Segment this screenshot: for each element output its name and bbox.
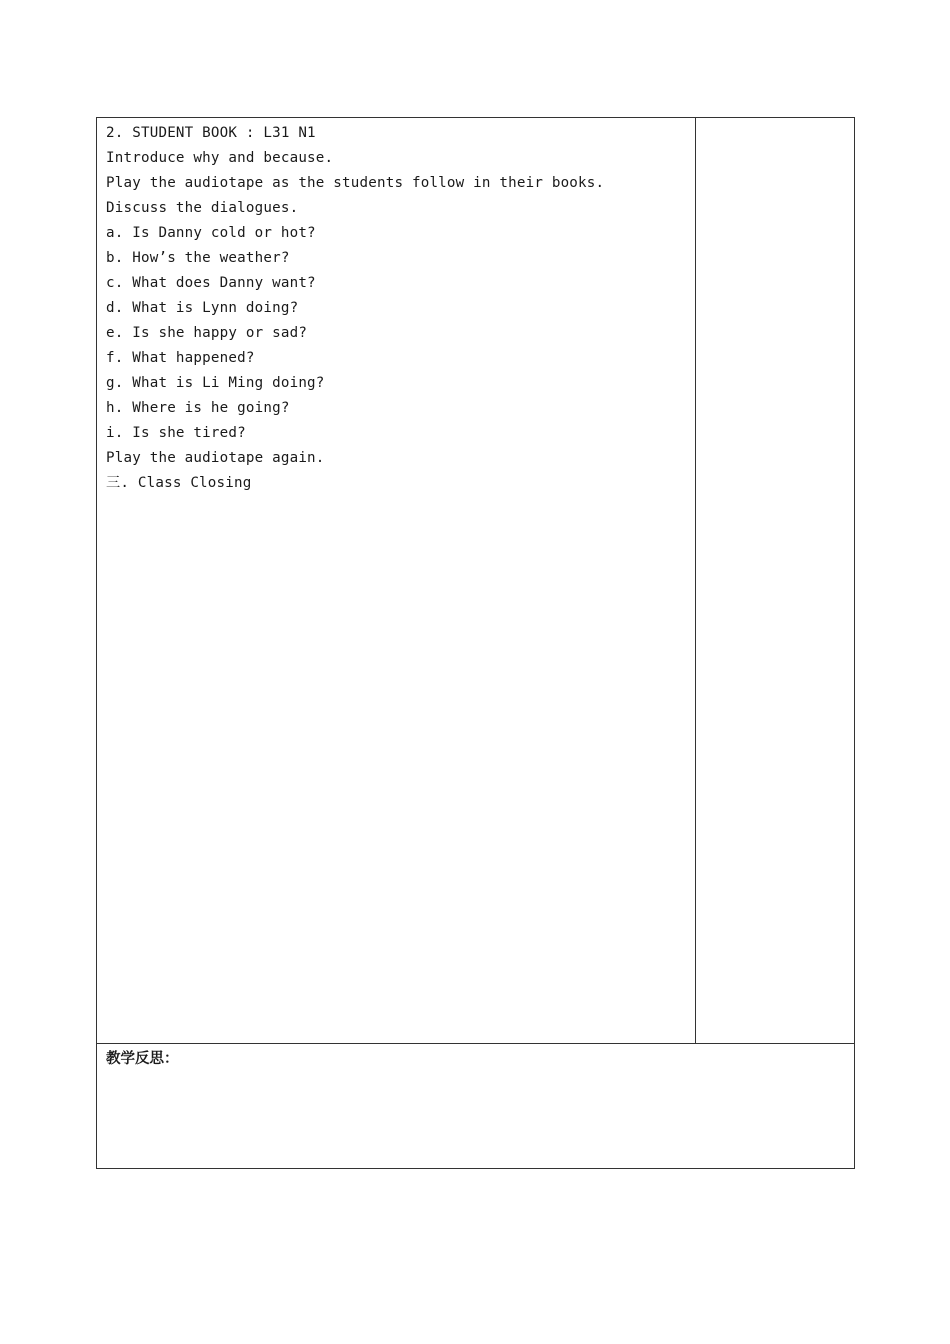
instruction-line: Play the audiotape again. xyxy=(106,450,325,466)
question-item: c. What does Danny want? xyxy=(106,275,316,291)
question-item: d. What is Lynn doing? xyxy=(106,300,299,316)
teaching-reflection-label: 教学反思： xyxy=(106,1051,179,1067)
question-item: a. Is Danny cold or hot? xyxy=(106,225,316,241)
question-item: h. Where is he going? xyxy=(106,400,290,416)
instruction-line: Play the audiotape as the students follow in their books. xyxy=(106,175,605,191)
teaching-reflection-cell xyxy=(97,1044,855,1169)
section-heading-class-closing: 三. Class Closing xyxy=(106,475,252,491)
question-item: b. How’s the weather? xyxy=(106,250,290,266)
section-heading-student-book: 2. STUDENT BOOK : L31 N1 xyxy=(106,125,316,141)
question-item: g. What is Li Ming doing? xyxy=(106,375,325,391)
instruction-line: Discuss the dialogues. xyxy=(106,200,299,216)
lesson-plan-table xyxy=(96,117,855,1169)
question-item: e. Is she happy or sad? xyxy=(106,325,308,341)
question-item: f. What happened? xyxy=(106,350,255,366)
notes-column-cell xyxy=(696,118,855,1044)
lesson-lines xyxy=(97,118,695,496)
table-row xyxy=(97,1044,855,1169)
instruction-line: Introduce why and because. xyxy=(106,150,334,166)
question-item: i. Is she tired? xyxy=(106,425,246,441)
lesson-content-cell xyxy=(97,118,696,1044)
table-row xyxy=(97,118,855,1044)
